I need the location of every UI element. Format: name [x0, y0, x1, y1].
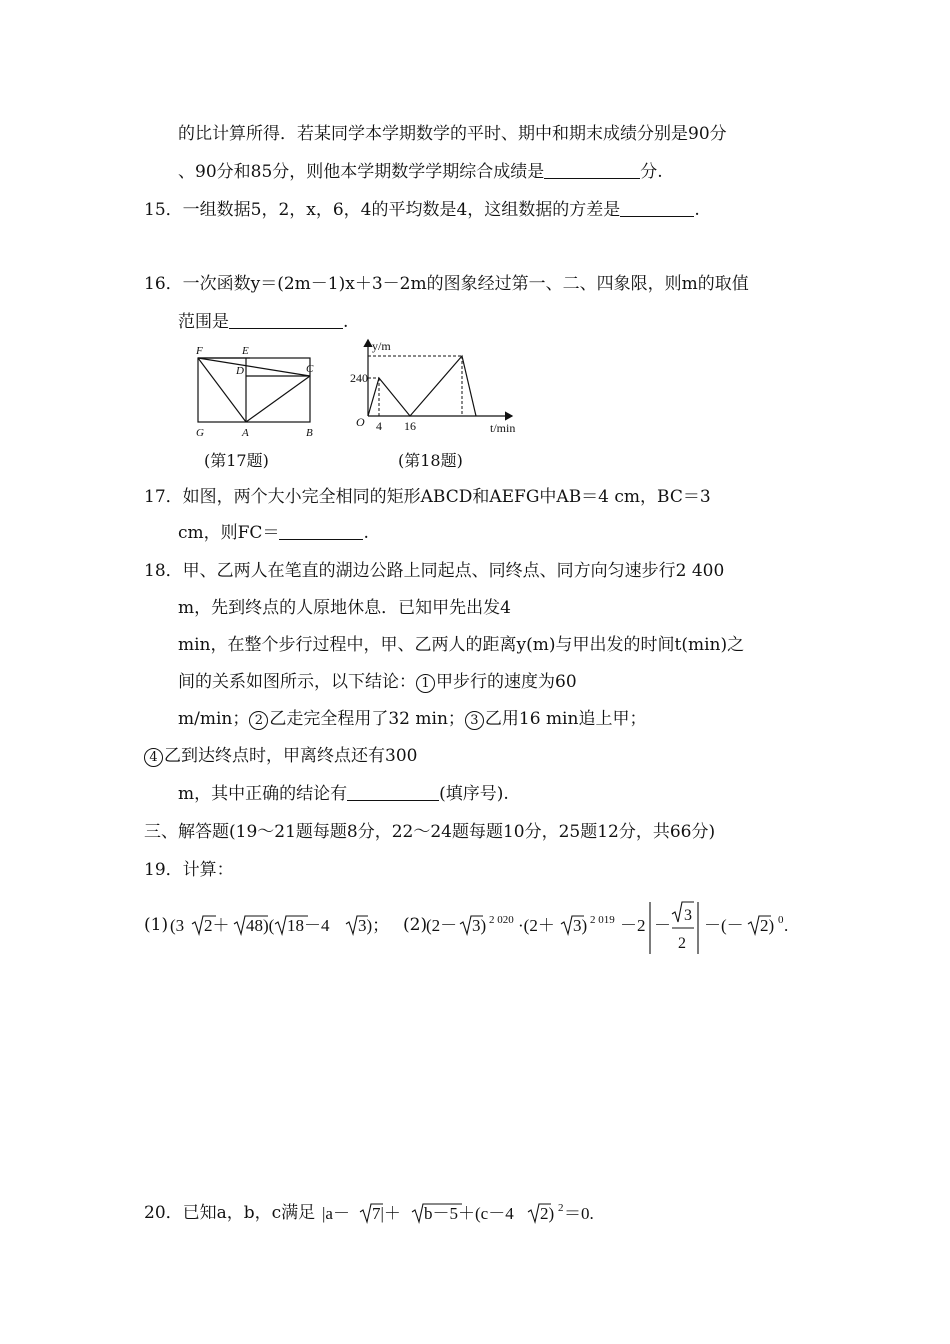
answer-blank — [229, 312, 343, 329]
svg-text:2＋: 2＋ — [204, 916, 230, 935]
figure-18-graph — [350, 336, 522, 438]
q19-part2-expression — [426, 896, 794, 956]
svg-text:3)；: 3)； — [358, 916, 390, 935]
tick-y-240: 240 — [350, 371, 368, 385]
q15: 15．一组数据5，2，x，6，4的平均数是4，这组数据的方差是 . — [144, 200, 700, 220]
axis-y-label: y/m — [372, 339, 391, 353]
answer-blank — [544, 162, 640, 179]
label-E: E — [242, 345, 249, 357]
q18-line6: 4 乙到达终点时，甲离终点还有300 — [144, 745, 417, 767]
label-A: A — [242, 427, 249, 439]
q18-line1: 18．甲、乙两人在笔直的湖边公路上同起点、同终点、同方向匀速步行2 400 — [144, 561, 725, 581]
q17-line2: cm，则FC＝ . — [178, 523, 369, 543]
axis-x-label: t/min — [490, 421, 516, 435]
circled-number-1: 1 — [416, 674, 435, 693]
q19-part1-expression — [170, 906, 390, 940]
svg-text:0: 0 — [778, 914, 784, 926]
label-B: B — [306, 427, 313, 439]
svg-text:－(－: －(－ — [704, 916, 744, 935]
svg-text:|a－: |a－ — [322, 1204, 350, 1223]
svg-text:7|＋: 7|＋ — [372, 1204, 401, 1223]
figure-17-rectangles — [188, 342, 328, 442]
circled-number-3: 3 — [465, 711, 484, 730]
q18-line7: m，其中正确的结论有 (填序号). — [178, 784, 509, 804]
section-3-heading: 三、解答题(19～21题每题8分，22～24题每题10分，25题12分，共66分) — [144, 822, 716, 842]
origin-label: O — [356, 415, 365, 429]
label-D: D — [236, 365, 244, 377]
svg-text:2 019: 2 019 — [590, 914, 615, 926]
q20-text: 20．已知a，b，c满足 — [144, 1203, 316, 1223]
figure-17-caption: (第17题) — [204, 451, 269, 470]
q18-line3: min，在整个步行过程中，甲、乙两人的距离y(m)与甲出发的时间t(min)之 — [178, 635, 745, 655]
circled-number-2: 2 — [249, 711, 268, 730]
label-F: F — [196, 345, 203, 357]
svg-text:2): 2) — [540, 1204, 555, 1223]
q14-line1: 的比计算所得．若某同学本学期数学的平时、期中和期末成绩分别是90分 — [178, 124, 727, 144]
svg-text:(3: (3 — [170, 916, 185, 935]
q16-line2: 范围是 . — [178, 312, 349, 332]
q18-line5: m/min； 2 乙走完全程用了32 min； 3 乙用16 min追上甲； — [178, 709, 647, 729]
q16-line1: 16．一次函数y＝(2m－1)x＋3－2m的图象经过第一、二、四象限，则m的取值 — [144, 274, 749, 294]
answer-blank — [620, 200, 694, 217]
label-C: C — [306, 363, 314, 375]
q20-expression — [322, 1194, 602, 1226]
answer-blank — [279, 523, 363, 540]
svg-text:－: － — [654, 916, 671, 935]
svg-text:b－5＋(c－4: b－5＋(c－4 — [424, 1204, 514, 1223]
tick-x-4: 4 — [376, 419, 382, 433]
svg-text:48)(: 48)( — [246, 916, 275, 935]
q14-line2: 、90分和85分，则他本学期数学学期综合成绩是 分. — [178, 162, 663, 182]
q19-part2-label: (2) — [403, 915, 428, 935]
svg-text:3: 3 — [684, 907, 692, 924]
tick-x-16: 16 — [404, 419, 416, 433]
answer-blank — [347, 784, 439, 801]
svg-text:3): 3) — [573, 916, 588, 935]
svg-text:.: . — [784, 916, 789, 935]
svg-text:2: 2 — [558, 1202, 564, 1214]
svg-text:3): 3) — [472, 916, 487, 935]
q19-part1-label: (1) — [144, 915, 169, 935]
svg-text:(2－: (2－ — [426, 916, 458, 935]
svg-text:＝0.: ＝0. — [564, 1204, 594, 1223]
q19-title: 19．计算： — [144, 860, 234, 880]
svg-text:2 020: 2 020 — [489, 914, 514, 926]
svg-text:·(2＋: ·(2＋ — [518, 916, 555, 935]
q18-line4: 间的关系如图所示，以下结论： 1 甲步行的速度为60 — [178, 672, 577, 692]
figure-18-caption: (第18题) — [398, 451, 463, 470]
q17-line1: 17．如图，两个大小完全相同的矩形ABCD和AEFG中AB＝4 cm，BC＝3 — [144, 487, 711, 507]
svg-text:18－4: 18－4 — [287, 916, 330, 935]
svg-text:－2: －2 — [620, 916, 646, 935]
q18-line2: m，先到终点的人原地休息．已知甲先出发4 — [178, 598, 511, 618]
label-G: G — [196, 427, 204, 439]
svg-text:2): 2) — [760, 916, 775, 935]
circled-number-4: 4 — [144, 748, 163, 767]
svg-text:2: 2 — [678, 935, 686, 952]
